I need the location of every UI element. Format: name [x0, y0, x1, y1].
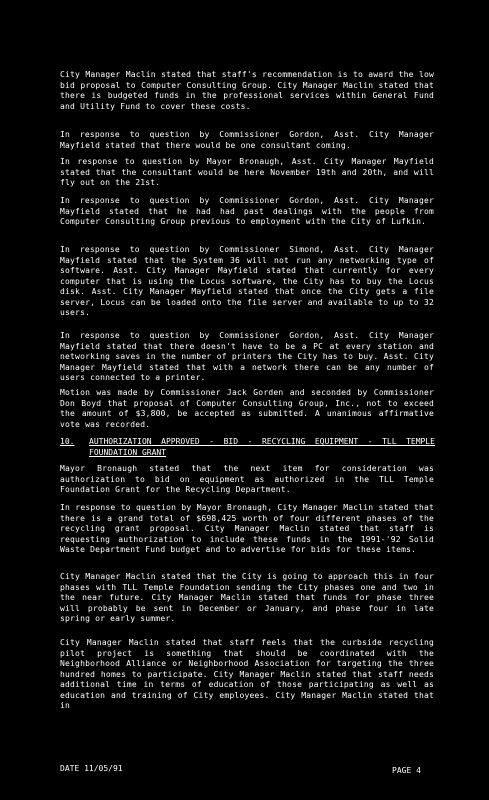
footer-date: DATE 11/05/91 [60, 764, 123, 773]
paragraph-consultant-dates: In response to question by Mayor Bronaugh, Asst. City Manager Mayfield stated that the consultant would be here November 19th and 20th, and will fly out on the 21st. [60, 157, 434, 187]
paragraph-networking-software: In response to question by Commissioner Simond, Asst. City Manager Mayfield stated that the System 36 will not run any networking type of software. Asst. City Manager Mayfield stated that currently for every computer that is using the Locus software, the City has to buy the Locus disk. Asst. City Manager Mayfield stated that once the City gets a file server, Locus can be loaded onto the file server and available to up to 32 users. [60, 245, 434, 317]
paragraph-consultant-count: In response to question by Commissioner Gordon, Asst. City Manager Mayfield stated that there would be one consultant coming. [60, 130, 434, 150]
paragraph-motion: Motion was made by Commissioner Jack Gorden and seconded by Commissioner Don Boyd that proposal of Computer Consulting Group, Inc., not to exceed the amount of $3,800, be accepted as submitted. A unanimous affirmative vote was recorded. [60, 388, 434, 429]
paragraph-four-phases: City Manager Maclin stated that the City is going to approach this in four phases with TLL Temple Foundation sending the City phases one and two in the near future. City Manager Maclin stated that funds for phase three will probably be sent in December or January, and phase four in late spring or early summer. [60, 572, 434, 623]
paragraph-grant-total: In response to question by Mayor Bronaugh, City Manager Maclin stated that there is a grand total of $698,425 worth of four different phases of the recycling grant proposal. City Manager Maclin stated that staff is requesting authorization to include these funds in the 1991-'92 Solid Waste Department Fund budget and to advertise for bids for these items. [60, 503, 434, 554]
paragraph-next-item: Mayor Bronaugh stated that the next item for consideration was authorization to bid on equipment as authorized in the TLL Temple Foundation Grant for the Recycling Department. [60, 464, 434, 494]
section-number: 10. [60, 437, 75, 446]
paragraph-staff-recommendation: City Manager Maclin stated that staff's recommendation is to award the low bid proposal to Computer Consulting Group. City Manager Maclin stated that there is budgeted funds in the professional services within General Fund and Utility Fund to cover these costs. [60, 70, 434, 111]
paragraph-past-dealings: In response to question by Commissioner Gordon, Asst. City Manager Mayfield stated that he had had past dealings with the people from Computer Consulting Group previous to employment with the City of Lufkin. [60, 196, 434, 226]
page-number: PAGE 4 [392, 766, 421, 775]
paragraph-printers: In response to question by Commissioner Gordon, Asst. City Manager Mayfield stated that there doesn't have to be a PC at every station and networking saves in the number of printers the City has to buy. Asst. City Manager Mayfield stated that with a network there can be any number of users connected to a printer. [60, 331, 434, 382]
paragraph-curbside-recycling: City Manager Maclin stated that staff feels that the curbside recycling pilot project is something that should be coordinated with the Neighborhood Alliance or Neighborhood Association for targeting the three hundred homes to participate. City Manager Maclin stated that staff needs additional time in terms of education of those participating as well as education and training of City employees. City Manager Maclin stated that in [60, 638, 434, 710]
section-heading: AUTHORIZATION APPROVED - BID - RECYCLING EQUIPMENT - TLL TEMPLE FOUNDATION GRANT [89, 437, 435, 457]
